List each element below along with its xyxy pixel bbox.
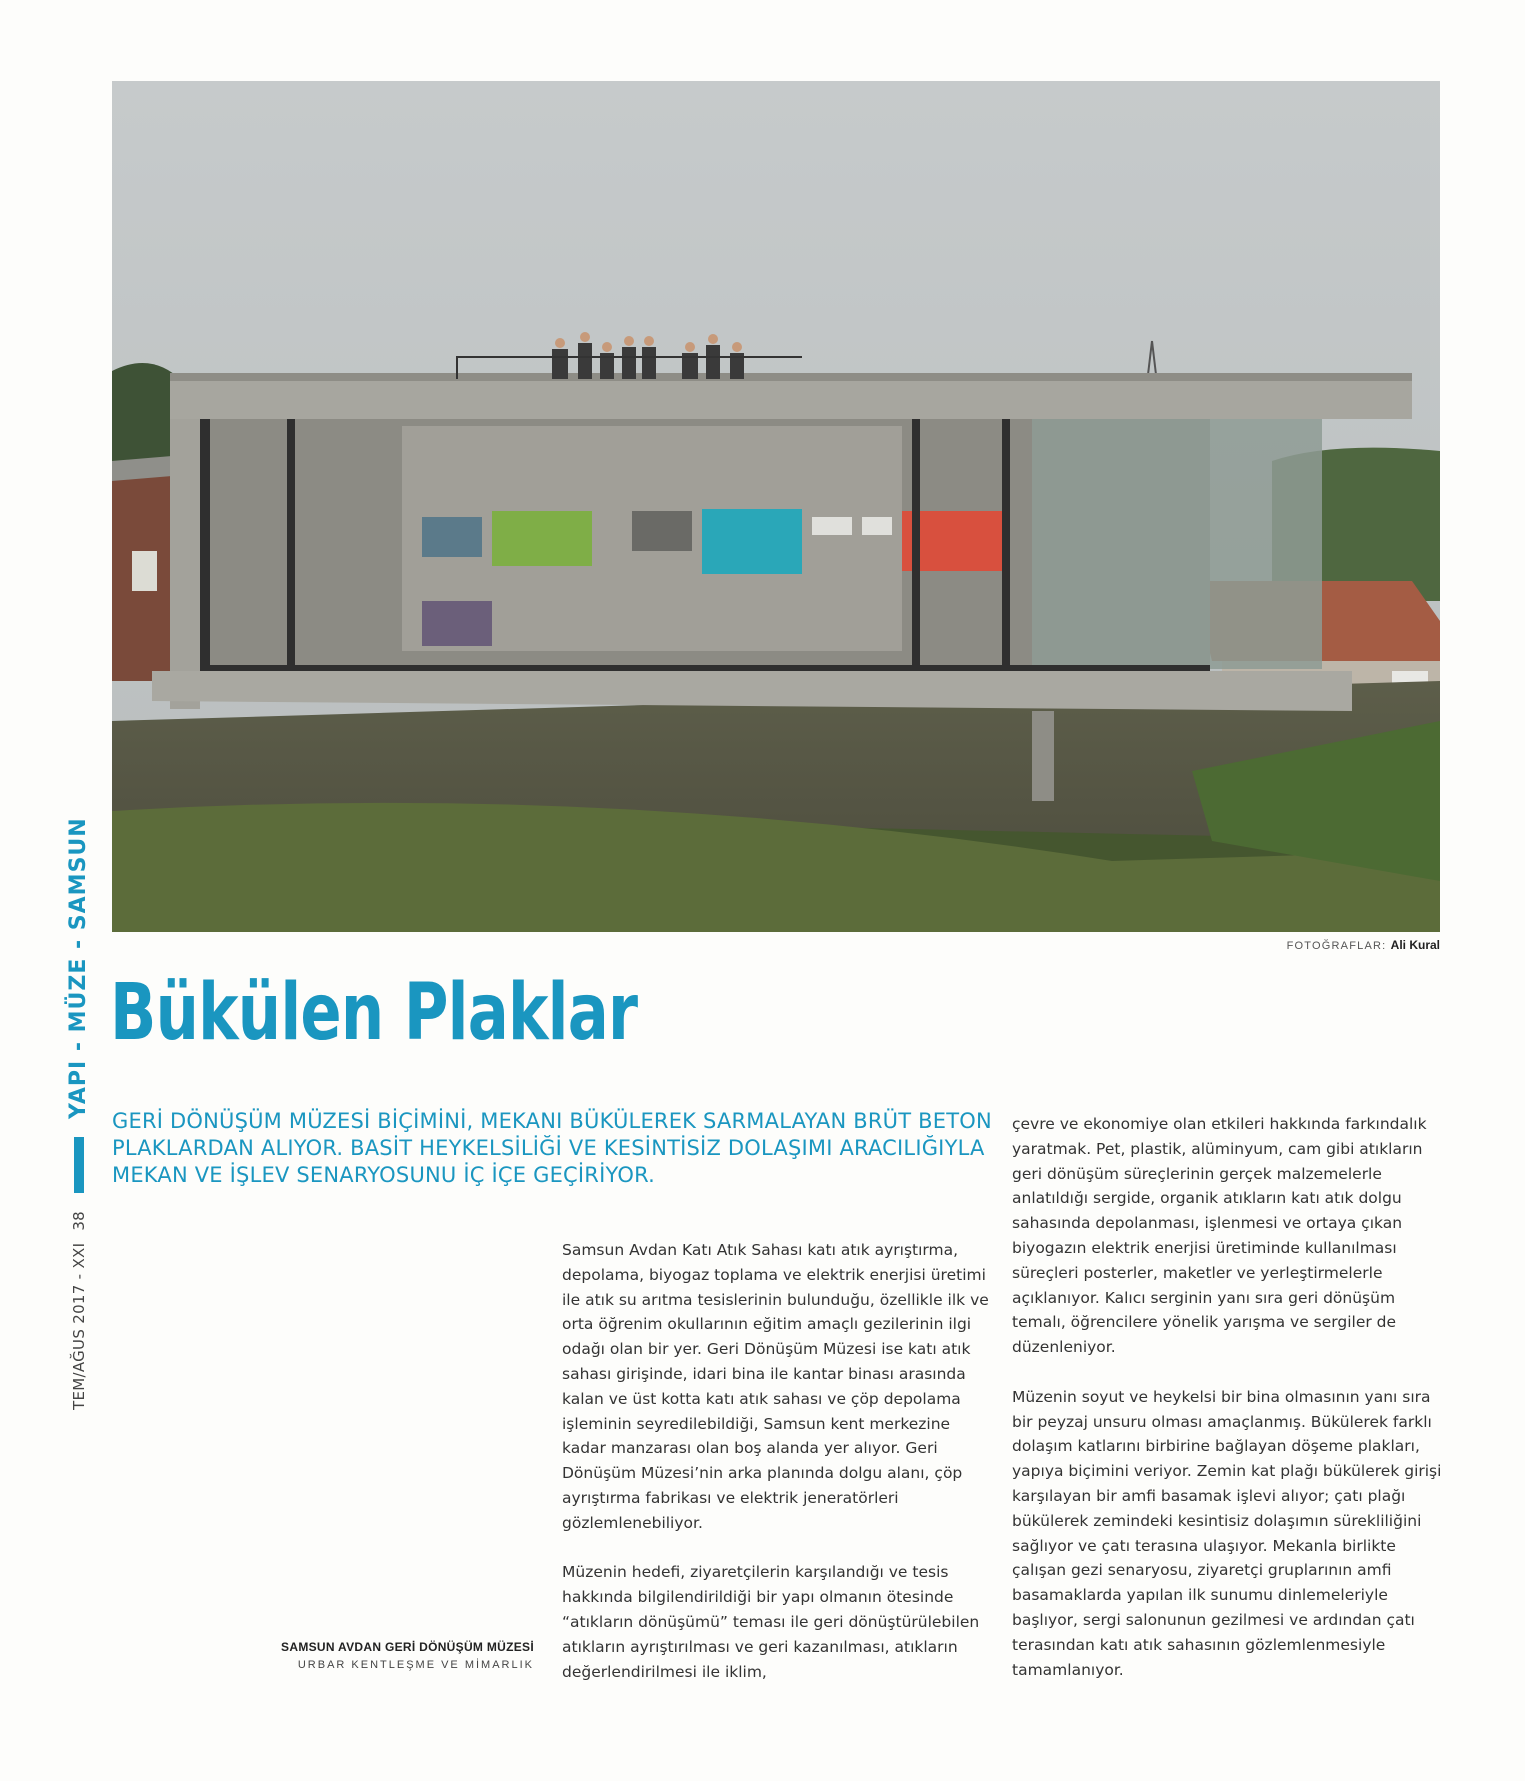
project-office: URBAR KENTLEŞME VE MİMARLIK [297,1659,534,1671]
paragraph: çevre ve ekonomiye olan etkileri hakkında farkındalık yaratmak. Pet, plastik, alüminyum, cam gibi atıkların geri dönüşüm süreçlerinin gerçek malzemelerle anlatıldığı sergide, organik atıkların katı atık dolgu sahasında depolanması, işlenmesi ve ortaya çıkan biyogazın elektrik enerjisi üretiminde kullanılması süreçleri posterler, maketler ve yerleştirmelerle açıklanıyor. Kalıcı serginin yanı sıra geri dönüşüm temalı, öğrencilere yönelik yarışma ve sergiler de düzenleniyor. [1012,1115,1427,1357]
paragraph: Müzenin hedefi, ziyaretçilerin karşılandığı ve tesis hakkında bilgilendirildiği bir yapı olmanın ötesinde “atıkların dönüşümü” teması ile geri dönüştürülebilen atıkların ayrıştırılması ve geri kazanılması, atıkların değerlendirilmesi ile iklim, [562,1563,980,1681]
paragraph: Samsun Avdan Katı Atık Sahası katı atık ayrıştırma, depolama, biyogaz toplama ve elektrik enerjisi üretimi ile atık su arıtma tesislerinin bulunduğu, özellikle ilk ve orta öğrenim okullarının eğitim amaçlı gezilerinin ilgi odağı olan bir yer. Geri Dönüşüm Müzesi ise katı atık sahası girişinde, idari bina ile kantar binası arasında kalan ve üst kotta katı atık sahası ve çöp depolama işleminin seyredilebildiği, Samsun kent merkezine kadar manzarası olan boş alanda yer alıyor. Geri Dönüşüm Müzesi’nin arka planında dolgu alanı, çöp ayrıştırma fabrikası ve elektrik jeneratörleri gözlemlenebiliyor. [562,1241,989,1532]
photo-credit-label: FOTOĞRAFLAR: [1286,940,1387,952]
body-column-1 [562,1238,992,1709]
photo-credit [1287,938,1440,952]
issue-date: TEM/AĞUS 2017 - XXI [69,1242,88,1410]
project-name: SAMSUN AVDAN GERİ DÖNÜŞÜM MÜZESİ [281,1640,534,1654]
article-lead: GERİ DÖNÜŞÜM MÜZESİ BİÇİMİNİ, MEKANI BÜKÜLEREK SARMALAYAN BRÜT BETON PLAKLARDAN ALIYOR. BASİT HEYKELSİLİĞİ VE KESİNTİSİZ DOLAŞIMI ARACILIĞIYLA MEKAN VE İŞLEV SENARYOSUNU İÇ İÇE GEÇİRİYOR. [112,1109,992,1187]
hero-photo [112,81,1440,932]
body-column-2 [1012,1112,1442,1707]
museum-building-illustration [112,81,1440,932]
photo-credit-name: Ali Kural [1390,938,1440,952]
page-number: 38 [69,1210,88,1231]
article-headline: Bükülen Plaklar [110,968,638,1058]
paragraph: Müzenin soyut ve heykelsi bir bina olmasının yanı sıra bir peyzaj unsuru olması amaçlanmış. Bükülerek farklı dolaşım katlarını birbirine bağlayan döşeme plakları, yapıya biçimini veriyor. Zemin kat plağı bükülerek girişi karşılayan bir amfi basamak işlevi alıyor; çatı plağı bükülerek zemindeki kesintisiz dolaşımın sürekliliğini sağlıyor ve çatı terasına ulaşıyor. Mekanla birlikte çalışan gezi senaryosu, ziyaretçi gruplarının amfi basamaklarda yapılan ilk sunumu dinlemeleriyle başlıyor, sergi salonunun gezilmesi ve ardından çatı terasından katı atık sahasının gözlemlenmesiyle tamamlanıyor. [1012,1387,1442,1679]
project-credit [200,1640,534,1671]
accent-bar [74,1137,84,1193]
section-title: YAPI - MÜZE - SAMSUN [66,817,91,1119]
